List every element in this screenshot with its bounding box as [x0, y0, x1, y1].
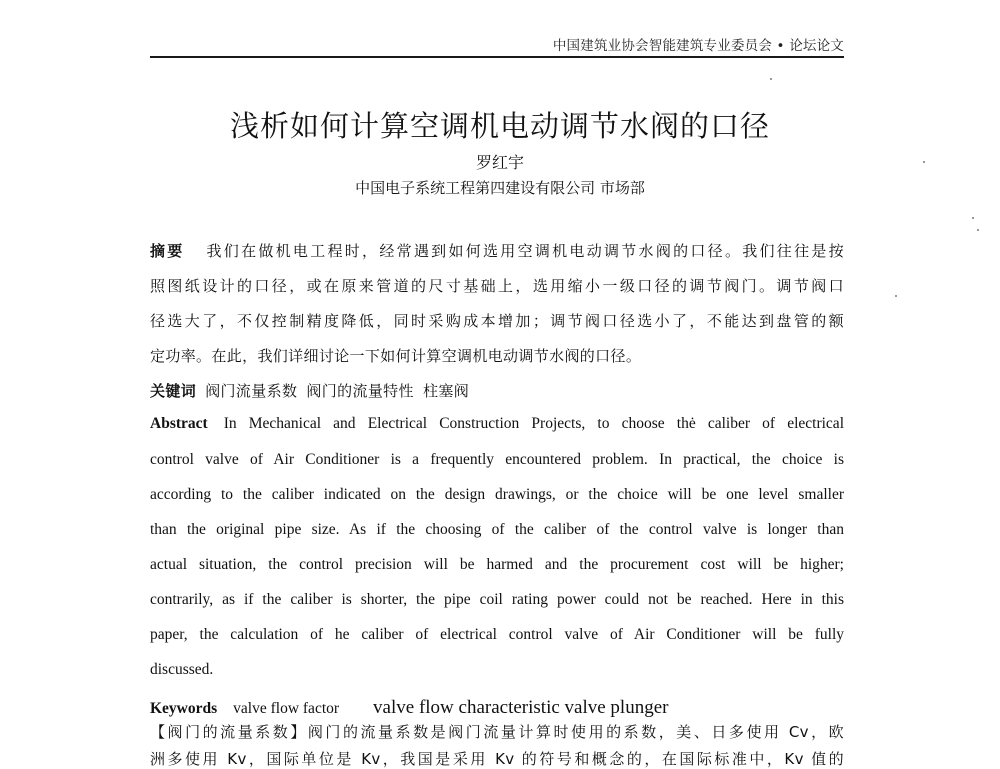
running-head: 中国建筑业协会智能建筑专业委员会 • 论坛论文: [552, 38, 844, 54]
scan-speck: [972, 217, 974, 219]
scan-speck: [895, 295, 897, 297]
keywords-en-label: Keywords: [150, 700, 218, 717]
header-rule: [150, 56, 844, 58]
abstract-cn-text: 我们在做机电工程时，经常遇到如何选用空调机电动调节水阀的口径。我们往往是按: [204, 242, 844, 260]
keyword-cn-item: 阀门的流量特性: [306, 382, 414, 400]
abstract-cn-line-3: 径选大了，不仅控制精度降低，同时采购成本增加；调节阀口径选小了，不能达到盘管的额: [150, 312, 844, 330]
body-line-2-cut: 洲多使用 Kv，国际单位是 Kv，我国是采用 Kv 的符号和概念的，在国际标准中，Kv 值的: [150, 750, 844, 768]
abstract-cn-label: 摘要: [150, 242, 185, 260]
scan-speck: [923, 161, 925, 163]
keywords-cn: [150, 380, 844, 401]
abstract-en-line-4: than the original pipe size. As if the choosing of the caliber of the control valve is longer than: [150, 521, 844, 538]
abstract-cn-line-4: 定功率。在此，我们详细讨论一下如何计算空调机电动调节水阀的口径。: [150, 347, 642, 365]
abstract-en-label: Abstract: [150, 415, 208, 432]
keyword-cn-item: 柱塞阀: [423, 382, 470, 400]
abstract-cn-line-1: [150, 240, 844, 261]
paper-title: 浅析如何计算空调机电动调节水阀的口径: [229, 109, 770, 143]
author-name: 罗红宇: [475, 153, 524, 172]
author-affiliation: 中国电子系统工程第四建设有限公司 市场部: [355, 179, 645, 197]
keywords-cn-label: 关键词: [150, 382, 197, 400]
body-line-1: 【阀门的流量系数】阀门的流量系数是阀门流量计算时使用的系数，美、日多使用 Cv，欧: [150, 723, 844, 741]
abstract-en-line-5: actual situation, the control precision will be harmed and the procurement cost will be higher;: [150, 556, 844, 573]
abstract-en-line-1: [150, 415, 844, 433]
abstract-en-text: In Mechanical and Electrical Construction Projects, to choose thė caliber of electrical: [223, 415, 844, 432]
abstract-en-line-7: paper, the calculation of he caliber of electrical control valve of Air Conditioner will be fully: [150, 626, 844, 643]
abstract-en-line-8: discussed.: [150, 661, 214, 678]
abstract-en-line-2: control valve of Air Conditioner is a frequently encountered problem. In practical, the choice is: [150, 451, 844, 468]
scan-speck: [770, 78, 772, 80]
abstract-en-line-6: contrarily, as if the caliber is shorter, the pipe coil rating power could not be reached. Here in this: [150, 591, 844, 608]
abstract-en-line-3: according to the caliber indicated on the design drawings, or the choice will be one level smaller: [150, 486, 844, 503]
keyword-cn-item: 阀门流量系数: [205, 382, 298, 400]
abstract-cn-line-2: 照图纸设计的口径，或在原来管道的尺寸基础上，选用缩小一级口径的调节阀门。调节阀口: [150, 277, 844, 295]
scan-speck: [977, 229, 979, 231]
keyword-en-item: valve flow factor: [233, 700, 340, 717]
keyword-en-item: valve flow characteristic valve plunger: [373, 697, 669, 718]
keywords-en: [150, 697, 668, 719]
